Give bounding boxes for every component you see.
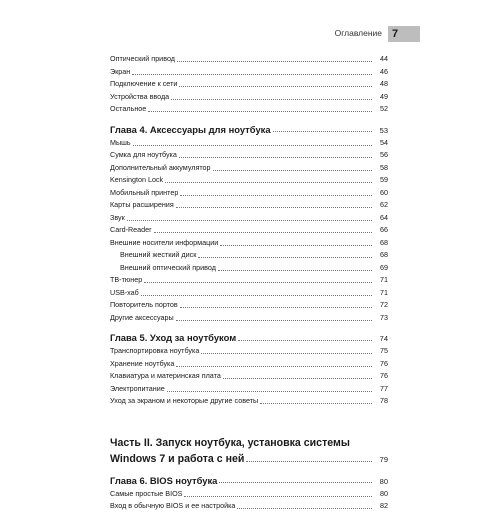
entry-title: Внешние носители информации: [110, 237, 219, 247]
entry-page: 54: [380, 137, 388, 147]
toc-entry[interactable]: [110, 299, 388, 312]
entry-page: 71: [380, 275, 388, 284]
dot-leader: [177, 60, 372, 62]
toc-entry[interactable]: [110, 312, 388, 325]
entry-page: 68: [380, 237, 388, 247]
toc-entry[interactable]: [110, 345, 388, 358]
entry-title: Мобильный принтер: [110, 187, 179, 197]
entry-page: 60: [380, 187, 388, 197]
dot-leader: [144, 281, 372, 283]
entry-title: Подключение к сети: [110, 79, 178, 88]
part-heading[interactable]: Windows 7 и работа с ней 79: [110, 452, 388, 465]
toc-entry[interactable]: [110, 137, 388, 150]
dot-leader: [184, 495, 372, 497]
entry-page: 75: [380, 346, 388, 355]
entry-title: Экран: [110, 66, 131, 76]
dot-leader: [167, 390, 372, 392]
entry-page: 49: [380, 91, 388, 101]
entry-page: 73: [380, 312, 388, 322]
chapter-heading[interactable]: Глава 4. Аксессуары для ноутбука 53: [110, 123, 388, 135]
entry-page: 71: [380, 287, 388, 297]
entry-page: 46: [380, 66, 388, 76]
entry-title: Сумка для ноутбука: [110, 150, 177, 159]
dot-leader: [219, 481, 372, 483]
entry-page: 52: [380, 104, 388, 113]
entry-title: Внешний оптический привод: [120, 262, 216, 272]
toc-entry[interactable]: [110, 262, 388, 275]
entry-title: Мышь: [110, 137, 131, 147]
toc-entry[interactable]: [110, 187, 388, 200]
dot-leader: [133, 144, 372, 146]
entry-title: Устройства ввода: [110, 91, 170, 101]
toc-entry[interactable]: [110, 237, 388, 250]
entry-title: Оптический привод: [110, 54, 175, 63]
toc-entry[interactable]: [110, 500, 388, 513]
entry-page: 72: [380, 300, 388, 309]
dot-leader: [237, 507, 372, 509]
dot-leader: [180, 306, 372, 308]
entry-title: Хранение ноутбука: [110, 358, 175, 368]
entry-page: 76: [380, 371, 388, 380]
entry-page: 82: [380, 501, 388, 510]
toc-entry[interactable]: [110, 91, 388, 104]
entry-page: 64: [380, 212, 388, 222]
dot-leader: [176, 365, 372, 367]
part-heading-line1[interactable]: Часть II. Запуск ноутбука, установка системы: [110, 436, 350, 449]
entry-title: Другие аксессуары: [110, 312, 174, 322]
entry-title: Электропитание: [110, 383, 165, 393]
dot-leader: [176, 319, 372, 321]
entry-page: 62: [380, 200, 388, 209]
entry-title: Клавиатура и материнская плата: [110, 371, 221, 380]
entry-title: Повторитель портов: [110, 300, 178, 309]
page-number: 7: [388, 26, 420, 42]
toc-entry[interactable]: [110, 370, 388, 383]
chapter-heading[interactable]: Глава 6. BIOS ноутбука 80: [110, 474, 388, 486]
dot-leader: [132, 73, 372, 75]
entry-title: Транспортировка ноутбука: [110, 346, 200, 355]
entry-page: 59: [380, 175, 388, 184]
dot-leader: [220, 244, 372, 246]
dot-leader: [154, 231, 372, 233]
dot-leader: [171, 98, 372, 100]
entry-title: Звук: [110, 212, 125, 222]
entry-title: USB-хаб: [110, 287, 139, 297]
toc-entry[interactable]: [110, 66, 388, 79]
toc-entry[interactable]: [110, 103, 388, 116]
dot-leader: [273, 130, 372, 132]
entry-title: Уход за экраном и некоторые другие советы: [110, 396, 259, 405]
dot-leader: [176, 206, 372, 208]
toc-entry[interactable]: [110, 395, 388, 408]
entry-page: 77: [380, 383, 388, 393]
entry-page: 58: [380, 162, 388, 172]
dot-leader: [179, 156, 372, 158]
dot-leader: [165, 181, 372, 183]
toc-entry[interactable]: [110, 199, 388, 212]
toc-entry[interactable]: [110, 224, 388, 237]
toc-entry[interactable]: [110, 358, 388, 371]
entry-page: 56: [380, 150, 388, 159]
entry-title: Дополнительный аккумулятор: [110, 162, 211, 172]
dot-leader: [238, 339, 372, 341]
toc-entry[interactable]: [110, 162, 388, 175]
dot-leader: [213, 169, 372, 171]
entry-page: 44: [380, 54, 388, 63]
toc-entry[interactable]: [110, 383, 388, 396]
dot-leader: [218, 269, 372, 271]
section-name: Оглавление: [334, 28, 382, 38]
toc-entry[interactable]: [110, 149, 388, 162]
dot-leader: [180, 194, 372, 196]
dot-leader: [148, 110, 372, 112]
toc-entry[interactable]: [110, 249, 388, 262]
table-of-contents: [110, 53, 388, 513]
entry-title: Card-Reader: [110, 225, 152, 234]
dot-leader: [246, 460, 372, 462]
entry-page: 76: [380, 358, 388, 368]
dot-leader: [141, 294, 372, 296]
toc-entry[interactable]: [110, 488, 388, 501]
entry-page: 66: [380, 225, 388, 234]
entry-title: Самые простые BIOS: [110, 488, 183, 498]
entry-page: 69: [380, 262, 388, 272]
toc-entry[interactable]: [110, 212, 388, 225]
running-header: [0, 26, 500, 42]
toc-entry[interactable]: [110, 78, 388, 91]
dot-leader: [223, 377, 372, 379]
entry-page: 48: [380, 79, 388, 88]
toc-entry[interactable]: [110, 53, 388, 66]
dot-leader: [198, 256, 372, 258]
entry-title: Вход в обычную BIOS и ее настройка: [110, 501, 236, 510]
entry-page: 68: [380, 250, 388, 259]
dot-leader: [260, 402, 372, 404]
entry-page: 78: [380, 396, 388, 405]
toc-entry[interactable]: [110, 174, 388, 187]
dot-leader: [201, 352, 372, 354]
entry-title: Остальное: [110, 104, 147, 113]
entry-title: Внешний жесткий диск: [120, 250, 197, 259]
dot-leader: [179, 85, 372, 87]
entry-title: ТВ-тюнер: [110, 275, 143, 284]
dot-leader: [127, 219, 372, 221]
entry-title: Kensington Lock: [110, 175, 164, 184]
toc-entry[interactable]: [110, 274, 388, 287]
chapter-heading[interactable]: Глава 5. Уход за ноутбуком 74: [110, 332, 388, 343]
entry-title: Карты расширения: [110, 200, 174, 209]
entry-page: 80: [380, 488, 388, 498]
toc-entry[interactable]: [110, 287, 388, 300]
